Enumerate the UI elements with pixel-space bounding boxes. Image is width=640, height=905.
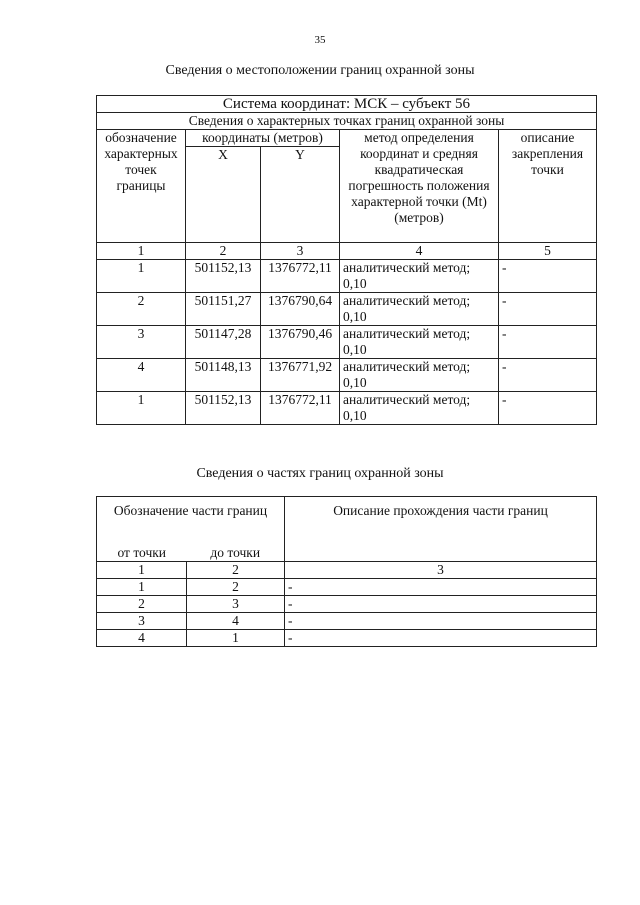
table-row [97, 630, 597, 647]
passage-description: - [285, 630, 597, 647]
point-id: 3 [97, 326, 186, 359]
boundary-parts-table [96, 496, 597, 647]
table-row [97, 293, 597, 326]
column-header-to: до точки [187, 543, 285, 562]
from-point: 3 [97, 613, 187, 630]
column-number-row [97, 562, 597, 579]
heading-boundary-parts: Сведения о частях границ охранной зоны [196, 466, 444, 481]
from-point: 2 [97, 596, 187, 613]
table-row [97, 596, 597, 613]
table-row [97, 613, 597, 630]
passage-description: - [285, 579, 597, 596]
coordinates-table [96, 95, 597, 425]
column-header-method: метод определения координат и средняя квадратическая погрешность положения характерной точки (Mt) (метров) [340, 130, 499, 243]
method: аналитический метод; 0,10 [340, 392, 499, 425]
fixing-description: - [499, 392, 597, 425]
column-number: 4 [340, 243, 499, 260]
table-row [97, 113, 597, 130]
table-header-row [97, 497, 597, 544]
to-point: 3 [187, 596, 285, 613]
point-id: 1 [97, 392, 186, 425]
table-row [97, 260, 597, 293]
point-id: 4 [97, 359, 186, 392]
table-row [97, 579, 597, 596]
column-header-coordinates: координаты (метров) [186, 130, 340, 147]
coord-y: 1376772,11 [261, 260, 340, 293]
column-number: 5 [499, 243, 597, 260]
column-number: 2 [187, 562, 285, 579]
heading-location: Сведения о местоположении границ охранной зоны [165, 63, 475, 78]
passage-description: - [285, 613, 597, 630]
coord-y: 1376771,92 [261, 359, 340, 392]
column-number-row [97, 243, 597, 260]
column-header-from: от точки [97, 543, 187, 562]
to-point: 1 [187, 630, 285, 647]
method: аналитический метод; 0,10 [340, 260, 499, 293]
passage-description: - [285, 596, 597, 613]
column-header-point: обозначение характерных точек границы [97, 130, 186, 243]
table-row [97, 326, 597, 359]
table-row [97, 392, 597, 425]
coord-x: 501152,13 [186, 392, 261, 425]
coord-y: 1376790,46 [261, 326, 340, 359]
table-subtitle: Сведения о характерных точках границ охранной зоны [97, 113, 597, 130]
column-header-passage-description: Описание прохождения части границ [285, 497, 597, 562]
coord-x: 501151,27 [186, 293, 261, 326]
column-header-y: Y [261, 147, 340, 243]
point-id: 2 [97, 293, 186, 326]
column-number: 1 [97, 243, 186, 260]
method: аналитический метод; 0,10 [340, 293, 499, 326]
method: аналитический метод; 0,10 [340, 359, 499, 392]
coord-x: 501148,13 [186, 359, 261, 392]
fixing-description: - [499, 326, 597, 359]
column-number: 3 [285, 562, 597, 579]
from-point: 1 [97, 579, 187, 596]
coord-x: 501152,13 [186, 260, 261, 293]
column-number: 3 [261, 243, 340, 260]
method: аналитический метод; 0,10 [340, 326, 499, 359]
column-number: 1 [97, 562, 187, 579]
column-header-description: описание закрепления точки [499, 130, 597, 243]
coordinate-system-title: Система координат: МСК – субъект 56 [97, 96, 597, 113]
to-point: 4 [187, 613, 285, 630]
coord-x: 501147,28 [186, 326, 261, 359]
fixing-description: - [499, 260, 597, 293]
fixing-description: - [499, 293, 597, 326]
column-header-part: Обозначение части границ [97, 497, 285, 544]
to-point: 2 [187, 579, 285, 596]
column-header-x: X [186, 147, 261, 243]
fixing-description: - [499, 359, 597, 392]
point-id: 1 [97, 260, 186, 293]
table-row [97, 96, 597, 113]
page-number: 35 [314, 34, 326, 46]
table-row [97, 359, 597, 392]
column-number: 2 [186, 243, 261, 260]
from-point: 4 [97, 630, 187, 647]
coord-y: 1376772,11 [261, 392, 340, 425]
table-header-row [97, 130, 597, 147]
coord-y: 1376790,64 [261, 293, 340, 326]
